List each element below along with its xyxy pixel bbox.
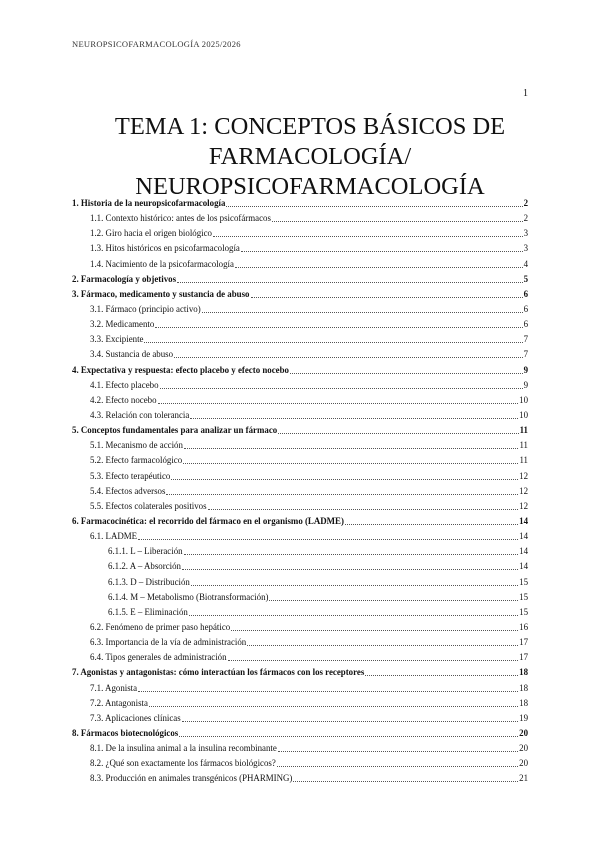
toc-dot-leader xyxy=(365,665,518,676)
toc-entry[interactable] xyxy=(72,469,528,484)
toc-entry[interactable] xyxy=(72,514,528,529)
toc-entry[interactable] xyxy=(72,438,528,453)
toc-entry-page: 18 xyxy=(519,667,528,678)
toc-entry[interactable] xyxy=(72,756,528,771)
toc-entry[interactable] xyxy=(72,771,528,786)
toc-entry-title: 7. Agonistas y antagonistas: cómo interactúan los fármacos con los receptores xyxy=(72,667,365,678)
toc-dot-leader xyxy=(171,469,518,480)
toc-entry-title: 8.2. ¿Qué son exactamente los fármacos biológicos? xyxy=(90,758,276,769)
toc-entry-page: 14 xyxy=(519,531,528,542)
toc-entry-title: 3.4. Sustancia de abuso xyxy=(90,349,174,360)
toc-entry-page: 11 xyxy=(519,455,528,466)
toc-dot-leader xyxy=(231,620,518,631)
toc-entry[interactable] xyxy=(72,393,528,408)
toc-entry-title: 3.3. Excipiente xyxy=(90,334,144,345)
toc-entry-title: 1.2. Giro hacia el origen biológico xyxy=(90,228,212,239)
toc-entry-title: 1.4. Nacimiento de la psicofarmacología xyxy=(90,258,234,269)
toc-entry-title: 4.2. Efecto nocebo xyxy=(90,394,157,405)
toc-dot-leader xyxy=(208,499,519,510)
toc-entry[interactable] xyxy=(72,302,528,317)
toc-entry-title: 8.1. De la insulina animal a la insulina recombinante xyxy=(90,743,277,754)
table-of-contents xyxy=(72,196,528,786)
toc-entry-page: 15 xyxy=(519,591,528,602)
toc-dot-leader xyxy=(191,575,518,586)
toc-dot-leader xyxy=(189,605,518,616)
toc-entry-page: 6 xyxy=(523,288,528,299)
toc-dot-leader xyxy=(202,302,523,313)
toc-entry-title: 7.2. Antagonista xyxy=(90,697,148,708)
toc-dot-leader xyxy=(138,681,518,692)
toc-entry-page: 10 xyxy=(519,394,528,405)
toc-entry-title: 5. Conceptos fundamentales para analizar un fármaco xyxy=(72,425,278,436)
toc-entry-title: 6.1.2. A – Absorción xyxy=(108,561,181,572)
toc-entry-page: 4 xyxy=(523,258,528,269)
toc-dot-leader xyxy=(184,544,519,555)
toc-entry-title: 4.3. Relación con tolerancia xyxy=(90,409,190,420)
toc-entry[interactable] xyxy=(72,287,528,302)
page-title xyxy=(60,112,560,202)
toc-entry-page: 16 xyxy=(519,621,528,632)
toc-entry-title: 4. Expectativa y respuesta: efecto placebo y efecto nocebo xyxy=(72,364,289,375)
toc-entry-page: 10 xyxy=(519,409,528,420)
title-line: NEUROPSICOFARMACOLOGÍA xyxy=(135,173,485,200)
toc-dot-leader xyxy=(138,529,518,540)
toc-dot-leader xyxy=(345,514,518,525)
toc-entry-page: 6 xyxy=(523,319,528,330)
toc-dot-leader xyxy=(278,423,518,434)
toc-dot-leader xyxy=(235,257,523,268)
toc-entry[interactable] xyxy=(72,590,528,605)
toc-entry-page: 9 xyxy=(523,379,528,390)
toc-entry-page: 18 xyxy=(519,682,528,693)
toc-entry[interactable] xyxy=(72,317,528,332)
toc-entry-page: 11 xyxy=(519,440,528,451)
toc-dot-leader xyxy=(182,711,518,722)
toc-entry-page: 5 xyxy=(523,273,528,284)
toc-entry-page: 14 xyxy=(519,546,528,557)
toc-entry-page: 14 xyxy=(519,561,528,572)
toc-entry-page: 2 xyxy=(523,198,528,208)
toc-entry-title: 3. Fármaco, medicamento y sustancia de abuso xyxy=(72,288,250,299)
toc-entry-title: 1. Historia de la neuropsicofarmacología xyxy=(72,198,226,208)
toc-dot-leader xyxy=(226,196,522,207)
toc-entry-page: 18 xyxy=(519,697,528,708)
toc-dot-leader xyxy=(166,484,518,495)
toc-entry-page: 21 xyxy=(519,773,528,784)
toc-entry-title: 1.3. Hitos históricos en psicofarmacología xyxy=(90,243,240,254)
toc-dot-leader xyxy=(155,317,522,328)
toc-entry[interactable] xyxy=(72,696,528,711)
toc-entry[interactable] xyxy=(72,499,528,514)
toc-entry-title: 6.2. Fenómeno de primer paso hepático xyxy=(90,621,231,632)
toc-dot-leader xyxy=(182,559,518,570)
toc-entry-title: 6.3. Importancia de la vía de administración xyxy=(90,637,247,648)
toc-entry-title: 6.1.1. L – Liberación xyxy=(108,546,183,557)
toc-entry-title: 1.1. Contexto histórico: antes de los psicofármacos xyxy=(90,213,271,224)
running-header: NEUROPSICOFARMACOLOGÍA 2025/2026 xyxy=(72,39,241,49)
toc-dot-leader xyxy=(228,650,519,661)
toc-entry-page: 20 xyxy=(519,758,528,769)
toc-entry[interactable] xyxy=(72,726,528,741)
toc-entry-page: 7 xyxy=(523,334,528,345)
toc-entry[interactable] xyxy=(72,363,528,378)
toc-entry[interactable] xyxy=(72,226,528,241)
toc-dot-leader xyxy=(241,241,523,252)
toc-entry[interactable] xyxy=(72,559,528,574)
toc-entry-title: 5.1. Mecanismo de acción xyxy=(90,440,183,451)
toc-entry[interactable] xyxy=(72,196,528,211)
toc-dot-leader xyxy=(184,438,519,449)
toc-entry-page: 20 xyxy=(519,743,528,754)
toc-dot-leader xyxy=(183,453,518,464)
toc-entry-page: 15 xyxy=(519,606,528,617)
toc-dot-leader xyxy=(174,347,522,358)
toc-dot-leader xyxy=(179,726,518,737)
toc-dot-leader xyxy=(269,590,518,601)
toc-entry-title: 6.1.3. D – Distribución xyxy=(108,576,190,587)
toc-dot-leader xyxy=(144,332,522,343)
toc-entry[interactable] xyxy=(72,332,528,347)
toc-entry-page: 2 xyxy=(523,213,528,224)
toc-entry[interactable] xyxy=(72,272,528,287)
toc-dot-leader xyxy=(293,771,518,782)
toc-entry[interactable] xyxy=(72,484,528,499)
toc-entry[interactable] xyxy=(72,241,528,256)
toc-entry[interactable] xyxy=(72,635,528,650)
toc-entry-title: 5.3. Efecto terapéutico xyxy=(90,470,171,481)
toc-dot-leader xyxy=(190,408,518,419)
toc-entry-page: 6 xyxy=(523,303,528,314)
toc-entry[interactable] xyxy=(72,681,528,696)
toc-entry-title: 6. Farmacocinética: el recorrido del fármaco en el organismo (LADME) xyxy=(72,515,344,526)
toc-entry-title: 8. Fármacos biotecnológicos xyxy=(72,727,179,738)
toc-entry[interactable] xyxy=(72,529,528,544)
toc-entry-title: 6.1. LADME xyxy=(90,531,138,542)
title-line: FARMACOLOGÍA/ xyxy=(208,143,412,170)
toc-entry-title: 7.1. Agonista xyxy=(90,682,138,693)
toc-entry-page: 14 xyxy=(519,515,528,526)
toc-entry-page: 9 xyxy=(523,364,528,375)
toc-entry-page: 17 xyxy=(519,637,528,648)
toc-entry[interactable] xyxy=(72,378,528,393)
toc-entry[interactable] xyxy=(72,453,528,468)
toc-entry-title: 6.1.5. E – Eliminación xyxy=(108,606,188,617)
toc-entry-title: 2. Farmacología y objetivos xyxy=(72,273,177,284)
toc-entry[interactable] xyxy=(72,408,528,423)
toc-entry-title: 3.1. Fármaco (principio activo) xyxy=(90,303,201,314)
toc-dot-leader xyxy=(272,211,523,222)
toc-entry[interactable] xyxy=(72,544,528,559)
toc-entry-page: 11 xyxy=(519,425,528,436)
toc-dot-leader xyxy=(177,272,523,283)
toc-entry[interactable] xyxy=(72,211,528,226)
toc-entry-title: 5.4. Efectos adversos xyxy=(90,485,166,496)
toc-entry-title: 8.3. Producción en animales transgénicos (PHARMING) xyxy=(90,773,293,784)
toc-entry-page: 17 xyxy=(519,652,528,663)
toc-entry[interactable] xyxy=(72,620,528,635)
toc-dot-leader xyxy=(149,696,518,707)
toc-dot-leader xyxy=(251,287,523,298)
title-line: TEMA 1: CONCEPTOS BÁSICOS DE xyxy=(114,113,506,140)
toc-entry[interactable] xyxy=(72,665,528,680)
toc-entry[interactable] xyxy=(72,575,528,590)
toc-entry-page: 3 xyxy=(523,243,528,254)
toc-entry-page: 12 xyxy=(519,500,528,511)
toc-entry-title: 3.2. Medicamento xyxy=(90,319,155,330)
toc-dot-leader xyxy=(158,393,519,404)
toc-entry-page: 7 xyxy=(523,349,528,360)
toc-entry-title: 6.1.4. M – Metabolismo (Biotransformación) xyxy=(108,591,269,602)
toc-entry-page: 12 xyxy=(519,470,528,481)
toc-dot-leader xyxy=(247,635,518,646)
toc-dot-leader xyxy=(277,756,518,767)
toc-dot-leader xyxy=(160,378,523,389)
toc-entry-title: 5.2. Efecto farmacológico xyxy=(90,455,183,466)
toc-entry-title: 4.1. Efecto placebo xyxy=(90,379,159,390)
toc-dot-leader xyxy=(290,363,523,374)
toc-entry[interactable] xyxy=(72,257,528,272)
toc-entry-title: 7.3. Aplicaciones clínicas xyxy=(90,712,181,723)
toc-entry-page: 3 xyxy=(523,228,528,239)
toc-entry-title: 5.5. Efectos colaterales positivos xyxy=(90,500,207,511)
toc-entry-page: 20 xyxy=(519,727,528,738)
toc-entry-page: 12 xyxy=(519,485,528,496)
toc-entry-page: 19 xyxy=(519,712,528,723)
toc-entry-title: 6.4. Tipos generales de administración xyxy=(90,652,227,663)
toc-entry[interactable] xyxy=(72,711,528,726)
page-number: 1 xyxy=(523,88,528,99)
toc-dot-leader xyxy=(278,741,518,752)
toc-entry[interactable] xyxy=(72,605,528,620)
toc-entry[interactable] xyxy=(72,650,528,665)
toc-dot-leader xyxy=(213,226,523,237)
toc-entry-page: 15 xyxy=(519,576,528,587)
toc-entry[interactable] xyxy=(72,741,528,756)
toc-entry[interactable] xyxy=(72,347,528,362)
toc-entry[interactable] xyxy=(72,423,528,438)
